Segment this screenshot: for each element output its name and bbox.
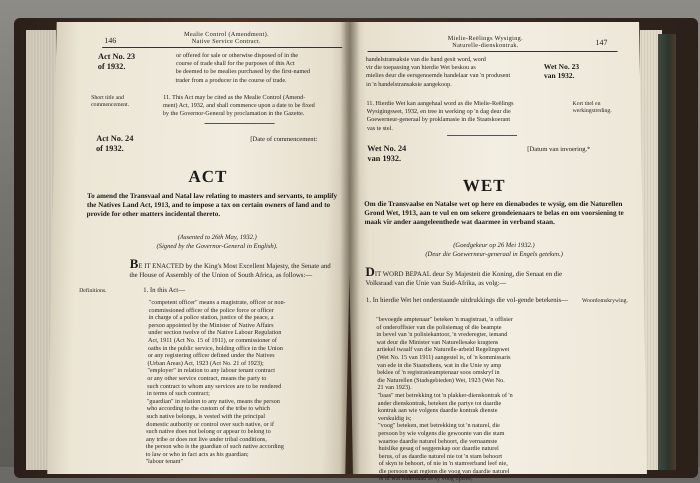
definition-line: "voog" beteken, met betrekking tot 'n naturel, die <box>378 422 500 430</box>
continued-text <box>366 56 511 89</box>
running-head <box>151 31 301 45</box>
definition-line: domestic authority or control over such native, or if <box>146 420 275 428</box>
definition-line: commissioned officer of the police force or officer <box>148 306 274 314</box>
definition-line: oaths in the public service, holding office in the Union <box>147 344 283 352</box>
definition-line: persoon by wie volgens die gewoonte van die stam <box>378 429 505 437</box>
definition-line: wat deur die Minister van Naturellesake kragtens <box>376 338 499 346</box>
definition-line: under section twelve of the Native Labour Regulation <box>148 329 282 337</box>
text-line: mielies deur die eersgenoemde handelaar van 'n produsent <box>365 72 511 80</box>
definition-line: such contract to whom any services are to be rendered <box>147 382 282 390</box>
definition-line: (Urban Areas) Act, 1923 (Act No. 21 of 1923); <box>147 359 264 367</box>
definition-line: "employer" in relation to any labour tenant contract <box>147 367 276 375</box>
section-divider <box>447 135 517 136</box>
margin-label-definitions: Definitions. <box>79 288 107 294</box>
margin-label-definitions: Woordomskrywing. <box>581 298 629 304</box>
margin-label-short-title: Short title and commencement. <box>90 95 130 108</box>
act-reference <box>98 52 136 72</box>
section-1: 1. In this Act— <box>143 287 186 294</box>
enacting-text: IT WORD BEPAAL deur Sy Majesteit die Koning, die Senaat en die Volksraad van die Unie van Suid-Afrika, as volg:— <box>365 271 563 288</box>
definition-line: "labour tenant" <box>145 458 184 466</box>
act-ref-line: Wet No. 24 <box>367 144 407 153</box>
definition-line: any tribe or does not live under tribal conditions, <box>145 435 267 443</box>
text-line: vir die toepassing van hierdie Wet beskou as <box>365 64 476 72</box>
definition-line: van ede in die Staatsdiens, wat in die Unie sy amp <box>376 361 502 369</box>
section-11 <box>366 100 514 133</box>
left-page <box>47 22 354 474</box>
definition-line: verskuldig is; <box>377 414 412 422</box>
header-rule <box>102 47 342 48</box>
date-of-commencement: [Date of commencement: <box>250 136 318 143</box>
act-ref-line: of 1932. <box>95 144 124 153</box>
definition-line: die Naturellen (Stadsgebieden) Wet, 1923 (Wet No. <box>377 376 505 384</box>
date-of-commencement: [Datum van invoering.* <box>527 146 591 153</box>
act-reference-24 <box>96 134 134 154</box>
long-title: To amend the Transvaal and Natal law relating to masters and servants, to amplify the Natives Land Act, 1913, and to impose a tax on certain owners of land and to provide for other matters incidental thereto. <box>86 192 338 219</box>
definition-line: to law or who in fact acts as his guardian; <box>145 450 249 458</box>
long-title: Om die Transvaalse en Natalse wet op here en dienabodes te wysig, om die Naturellen Grond Wet, 1913, aan te vul en om sekere grondeienaars te belas en om voorsiening te maak vir ander aangeleenthede wat daarmee in verband staan. <box>364 200 624 227</box>
assented-line: (Assented to 26th May, 1932.) <box>177 234 257 241</box>
definition-line: kontrak aan wie volgens daardie kontrak dienste <box>377 407 498 415</box>
signed-line: (Signed by the Governor-General in English). <box>156 243 278 250</box>
definition-line: "bevoegde amptenaar" beteken 'n magistraat, 'n offisier <box>376 316 513 323</box>
drop-cap: D <box>365 264 375 279</box>
definition-line: of skyn te behoort, of nie in 'n stamverband leef nie, <box>378 460 508 468</box>
definition-line: is of wat inderdaad as sy voog optree; <box>378 475 473 483</box>
text-line: or offered for sale or otherwise disposed of in the <box>175 52 299 59</box>
act-reference <box>544 62 580 80</box>
assented-line: (Goedgekeur op 26 Mei 1932.) <box>453 242 535 249</box>
book-binding-edge <box>658 34 676 470</box>
act-title: ACT <box>188 167 228 186</box>
text-line: by the Governor-General by proclamation in the Gazette. <box>162 110 305 118</box>
act-title: WET <box>462 176 506 195</box>
definition-line: "guardian" in relation to any native, means the person <box>146 397 280 405</box>
text-line: ment) Act, 1932, and shall commence upon a date to be fixed <box>162 102 315 110</box>
continued-text <box>175 52 310 85</box>
book-gutter-shadow <box>340 22 360 474</box>
act-ref-line: Wet No. 23 <box>543 62 580 71</box>
definition-line: in bevel van 'n polisiekantoor, 'n vrederegter, iemand <box>376 331 508 339</box>
definition-line: of onderoffisier van die polisiemag of die beampte <box>376 323 502 331</box>
definition-line: Act, 1911 (Act No. 15 of 1911), or commissioner of <box>147 336 277 344</box>
definition-line: (Wet No. 15 van 1911) aangestel is, of 'n kommissaris <box>376 353 511 361</box>
running-head-line: Native Service Contract. <box>191 38 262 45</box>
act-reference-24 <box>367 144 406 164</box>
definition-line: die persoon wat regtens die voog van daardie naturel <box>378 467 510 475</box>
definition-line: 21 van 1923). <box>377 384 412 392</box>
running-head <box>405 35 565 49</box>
text-line: course of trade shall for the purposes of this Act <box>175 60 295 68</box>
definition-line: huislike gesag of seggenskap oor daardie naturel <box>378 445 499 453</box>
act-ref-line: Act No. 23 <box>97 52 136 61</box>
definition-line: or any other service contract, means the party to <box>147 374 267 382</box>
section-11 <box>163 94 315 119</box>
definition-line: ander dienskontrak, beteken die partye tot daardie <box>377 399 502 407</box>
definition-line: person appointed by the Minister of Native Affairs <box>148 321 274 329</box>
definitions-list <box>145 299 286 466</box>
definition-line: "baas" met betrekking tot 'n plakker-dienskontrak of 'n <box>377 391 513 399</box>
text-line: 11. Hierdie Wet kan aangehaal word as die Mielie-Reëlings <box>366 100 514 107</box>
right-page <box>345 22 647 483</box>
running-head-line: Naturelle-dienskontrak. <box>452 42 519 49</box>
definition-line: in terms of such contract; <box>146 390 210 398</box>
drop-cap: B <box>129 256 139 271</box>
section-divider <box>205 123 275 124</box>
definition-line: the person who is the guardian of such native according <box>145 443 284 451</box>
text-line: trader from a producer in the course of trade. <box>175 76 287 84</box>
definitions-list <box>376 316 515 483</box>
act-ref-line: Act No. 24 <box>96 134 134 143</box>
text-line: handelstransaksie van die hand gesit word, word <box>365 56 486 63</box>
margin-label-short-title: Kort titel en werkingstreding. <box>572 101 612 114</box>
text-line: vas te stel. <box>366 124 393 132</box>
definition-line: or any registering officer defined under the Natives <box>147 352 275 360</box>
text-line: be deemed to be mealies purchased by the first-named <box>175 68 311 76</box>
definition-line: "competent officer" means a magistrate, officer or non- <box>148 299 286 306</box>
header-rule <box>368 51 618 52</box>
definition-line: such native does not belong or appear to belong to <box>146 428 271 436</box>
act-ref-line: of 1932. <box>97 62 126 71</box>
page-number: 146 <box>104 36 117 45</box>
page-number: 147 <box>595 38 608 47</box>
definition-line: beklee of 'n registrasieamptenaar soos omskryf in <box>377 369 500 377</box>
act-ref-line: van 1932. <box>543 71 575 80</box>
running-head-line: Mielie-Reëlings Wysiging. <box>447 35 524 42</box>
section-1: 1. In hierdie Wet het onderstaande uitdrukkings die vol-gende betekenis— <box>365 297 569 304</box>
text-line: Goewerneur-generaal by proklamasie in die Staatskoerant <box>366 116 511 124</box>
enacting-text: E IT ENACTED by the King's Most Excellent Majesty, the Senate and the House of Assembly of the Union of South Africa, as follows:— <box>129 263 331 280</box>
definition-line: who according to the custom of the tribe to which <box>146 405 270 413</box>
definition-line: waartoe daardie naturel behoort, die vernaamste <box>378 437 498 445</box>
running-head-line: Mealie Control (Amendment). <box>183 31 269 38</box>
text-line: Wysigingswet, 1932, en tree in werking op 'n dag deur die <box>366 108 511 116</box>
signed-line: (Deur die Goewerneur-generaal in Engels geteken.) <box>425 251 563 258</box>
definition-line: in charge of a police station, justice of the peace, a <box>148 314 274 322</box>
act-ref-line: van 1932. <box>367 154 402 163</box>
enacting-clause <box>365 264 575 289</box>
text-line: in 'n handelstransaksie aangekoop. <box>366 80 452 88</box>
definition-line: artiekel twaalf van die Naturelle-arbeid Regelingswet <box>376 346 510 354</box>
definition-line: such native belongs, is vested with the principal <box>146 412 266 420</box>
definition-line: berus, of as daardie naturel nie tot 'n stam behoort <box>378 452 503 460</box>
text-line: 11. This Act may be cited as the Mealie Control (Amend- <box>163 94 306 101</box>
enacting-clause <box>129 256 339 281</box>
